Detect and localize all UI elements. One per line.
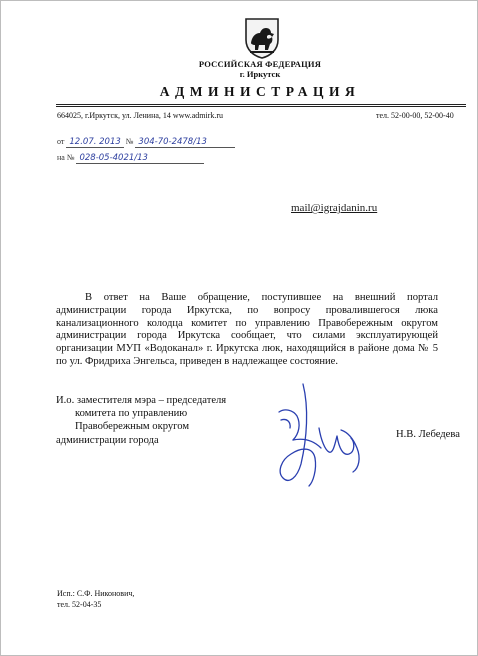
letterhead-phones: тел. 52-00-00, 52-00-40: [376, 111, 454, 120]
reference-incoming-number: 028-05-4021/13: [76, 153, 204, 164]
signatory-line: комитета по управлению: [75, 408, 188, 420]
executor-info: [57, 588, 134, 610]
reference-incoming: [57, 153, 204, 164]
signatory-name: Н.В. Лебедева: [396, 429, 460, 440]
executor-phone: тел. 52-04-35: [57, 600, 102, 609]
letterhead-organization: АДМИНИСТРАЦИЯ: [159, 84, 361, 99]
reference-outgoing: [57, 137, 235, 148]
letterhead-rule: [56, 104, 466, 105]
letter-body: В ответ на Ваше обращение, поступившее на внешний портал администрации города Иркутска, по вопросу провалившегося люка канализационного колодца комитет по управлению Правобережным округом администрации города Иркутска сообщает, что силами эксплуатирующей организации МУП «Водоканал» г. Иркутска люк, находящийся в районе дома № 5 по ул. Фридриха Энгельса, приведен в надлежащее состояние.: [56, 292, 438, 367]
reference-date: 12.07. 2013: [66, 137, 123, 148]
city-coat-of-arms-icon: [243, 16, 281, 60]
reference-to-label: на №: [57, 153, 75, 162]
letterhead-address: 664025, г.Иркутск, ул. Ленина, 14 www.admirk.ru: [57, 111, 224, 120]
letterhead-city: г. Иркутск: [239, 69, 281, 79]
executor-name: Исп.: С.Ф. Никонович,: [57, 589, 135, 598]
signatory-line: И.о. заместителя мэра – председателя: [56, 395, 227, 406]
handwritten-signature: [263, 378, 375, 504]
letterhead-country: РОССИЙСКАЯ ФЕДЕРАЦИЯ: [198, 59, 322, 69]
reference-outgoing-number: 304-70-2478/13: [135, 137, 235, 148]
signatory-line: Правобережным округом: [75, 421, 190, 433]
reference-from-label: от: [57, 137, 65, 146]
recipient-email: mail@igrajdanin.ru: [291, 202, 378, 214]
reference-number-label: №: [125, 137, 134, 146]
signatory-line: администрации города: [56, 434, 159, 446]
signatory-position: [56, 394, 226, 447]
letterhead-rule-thin: [56, 106, 466, 107]
